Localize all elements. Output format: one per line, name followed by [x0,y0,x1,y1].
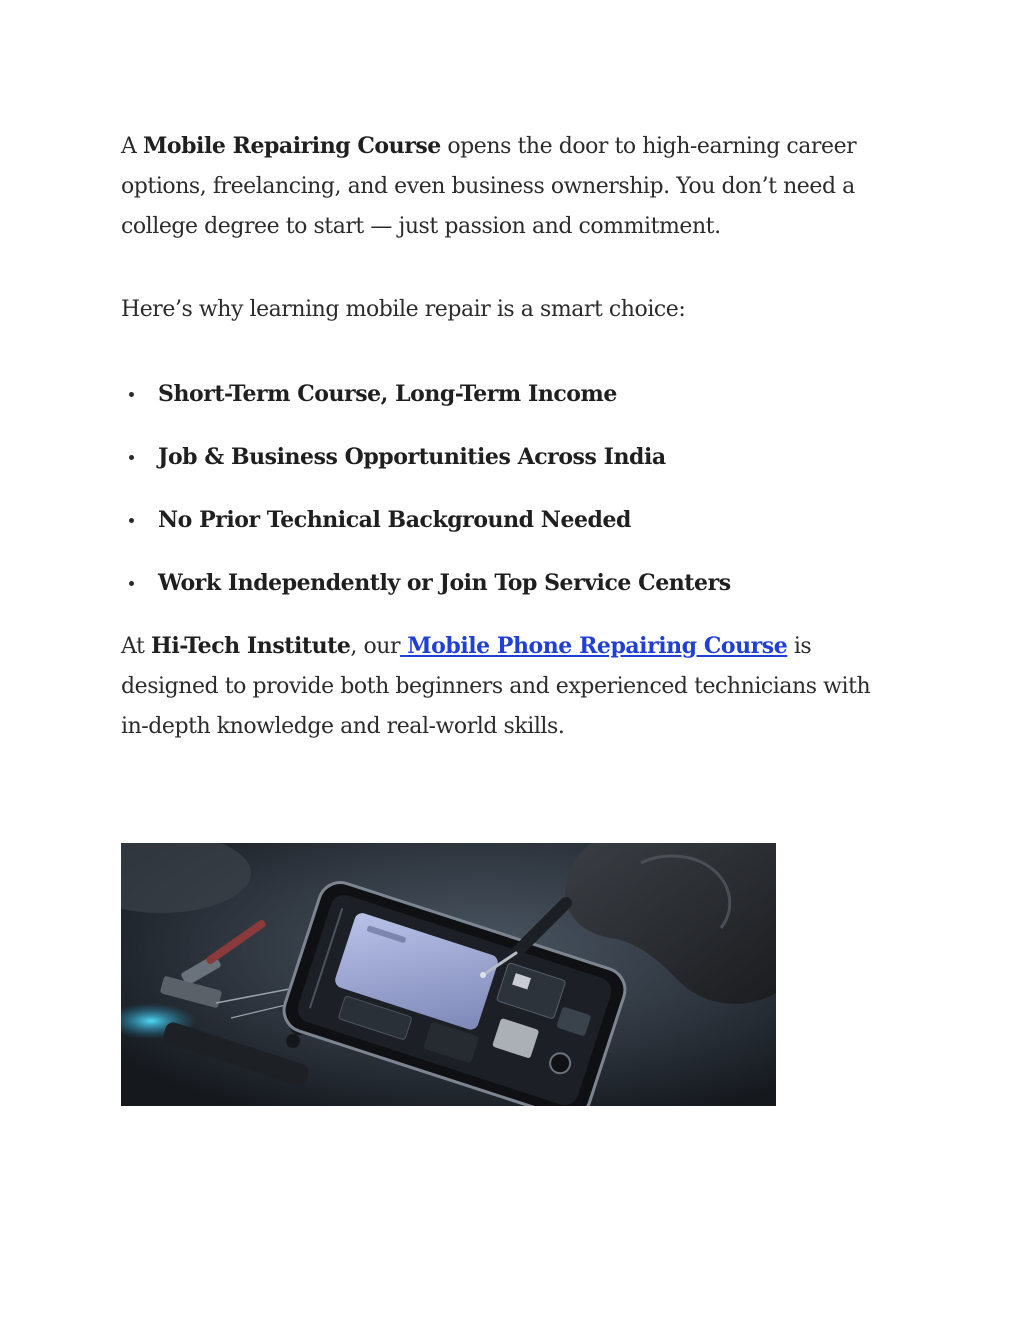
list-item [121,563,901,603]
list-item-label: Job & Business Opportunities Across India [158,444,666,470]
intro-prefix: A [121,134,143,159]
why-paragraph: Here’s why learning mobile repair is a smart choice: [121,297,686,322]
list-item-label: Work Independently or Join Top Service Centers [158,570,731,596]
institute-name: Hi-Tech Institute [151,633,351,659]
bullet-dot-icon [129,392,134,397]
institute-prefix: At [121,634,151,659]
list-item [121,374,901,414]
institute-mid: , our [350,634,401,659]
bullet-dot-icon [129,581,134,586]
intro-line3: college degree to start — just passion and commitment. [121,214,721,239]
course-link[interactable]: Mobile Phone Repairing Course [400,633,788,659]
bullet-dot-icon [129,455,134,460]
list-item [121,500,901,540]
list-item [121,437,901,477]
institute-line2: designed to provide both beginners and experienced technicians with [121,674,871,699]
list-item-label: Short-Term Course, Long-Term Income [158,381,617,407]
benefits-list [121,374,901,603]
institute-suffix: is [787,634,812,659]
bullet-dot-icon [129,518,134,523]
intro-line1-rest: opens the door to high-earning career [440,134,857,159]
list-item-label: No Prior Technical Background Needed [158,507,631,533]
phone-repair-image [121,843,776,1106]
intro-paragraph [121,126,901,247]
intro-line2: options, freelancing, and even business ownership. You don’t need a [121,174,855,199]
intro-bold-course: Mobile Repairing Course [142,133,441,159]
institute-paragraph [121,626,901,747]
institute-line3: in-depth knowledge and real-world skills. [121,714,565,739]
article-body [121,126,901,747]
